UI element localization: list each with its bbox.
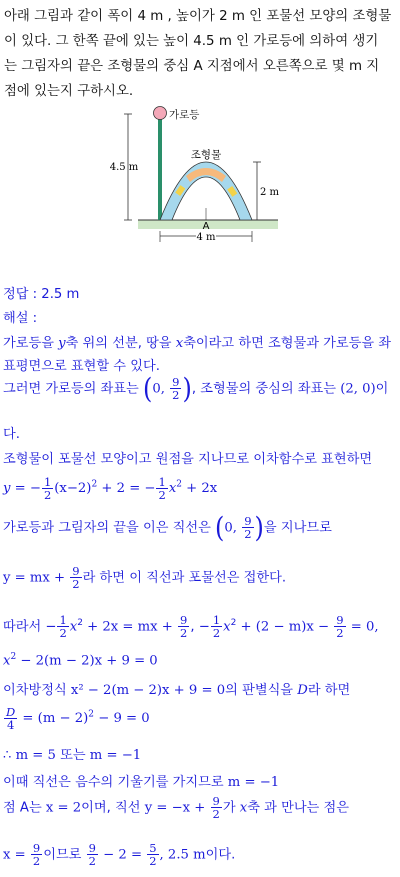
- problem-line: 점에 있는지 구하시오.: [4, 84, 134, 99]
- problem-figure: [109, 104, 280, 244]
- solution-line: 가로등과 그림자의 끝을 이은 직선은 (0, $\frac{9}{2}$ )을 지나므로: [3, 511, 332, 544]
- solution-line: x = $\frac{9}{2}$ 이므로 $\frac{9}{2}$ − 2 = $\frac{5}{2}$ , 2.5 m이다.: [3, 841, 236, 868]
- solution-line: 다.: [3, 427, 20, 442]
- solution-line: $x^2 - 2(m - 2)x + 9 = 0$: [3, 652, 158, 669]
- point-a-label: A: [202, 221, 210, 232]
- lamp-label: 가로등: [169, 109, 200, 121]
- solution-line: 따라서 − $\frac{1}{2}$ $x^2 + 2x$ = mx + $\frac{9}{2}$ , − $\frac{1}{2}$ $x^2 + (2 - m)x$ − $\frac{9}{2}$ = 0,: [3, 613, 379, 640]
- explanation-label: 해설 :: [3, 311, 38, 326]
- solution-line: 조형물이 포물선 모양이고 원점을 지나므로 이차함수로 표현하면: [3, 452, 373, 467]
- solution-line: 표평면으로 표현할 수 있다.: [3, 359, 160, 374]
- problem-line: 아래 그림과 같이 폭이 4 m , 높이가 2 m 인 포물선 모양의 조형물: [4, 9, 392, 24]
- solution-line: 가로등을 y축 위의 선분, 땅을 x축이라고 하면 조형물과 가로등을 좌: [3, 336, 392, 351]
- solution-line: 이차방정식 x² − 2(m − 2)x + 9 = 0의 판별식을 D라 하면: [3, 683, 351, 698]
- solution-line: ∴ m = 5 또는 m = −1: [3, 748, 142, 763]
- width-label: 4 m: [196, 232, 216, 243]
- solution-line: y = − $\frac{1}{2}$ $(x-2)^2 + 2$ = − $\frac{1}{2}$ $x^2 + 2x$: [3, 475, 218, 502]
- problem-line: 는 그림자의 끝은 조형물의 중심 A 지점에서 오른쪽으로 몇 m 지: [4, 59, 380, 74]
- solution-line: 점 A는 x = 2이며, 직선 y = −x + $\frac{9}{2}$ 가 x축 과 만나는 점은: [3, 794, 349, 821]
- lamp-pole: [158, 116, 162, 220]
- problem-text: [4, 4, 396, 104]
- lamp-height-label: 4.5 m: [109, 162, 139, 173]
- answer-line: 정답 : 2.5 m: [3, 287, 80, 302]
- sculpture-height-label: 2 m: [260, 187, 280, 198]
- lamp-bulb: [154, 107, 167, 120]
- solution-line: 이때 직선은 음수의 기울기를 가지므로 m = −1: [3, 775, 280, 790]
- solution-line: 그러면 가로등의 좌표는 (0, $\frac{9}{2}$ ), 조형물의 중심의 좌표는 (2, 0)이: [3, 372, 389, 405]
- problem-line: 이 있다. 그 한쪽 끝에 있는 높이 4.5 m 인 가로등에 의하여 생기: [4, 34, 379, 49]
- solution-line: y = mx + $\frac{9}{2}$ 라 하면 이 직선과 포물선은 접한다.: [3, 564, 287, 591]
- solution-line: $\frac{D}{4}$ = $(m - 2)^2 - 9 = 0$: [6, 705, 150, 732]
- sculpture-label: 조형물: [190, 149, 222, 161]
